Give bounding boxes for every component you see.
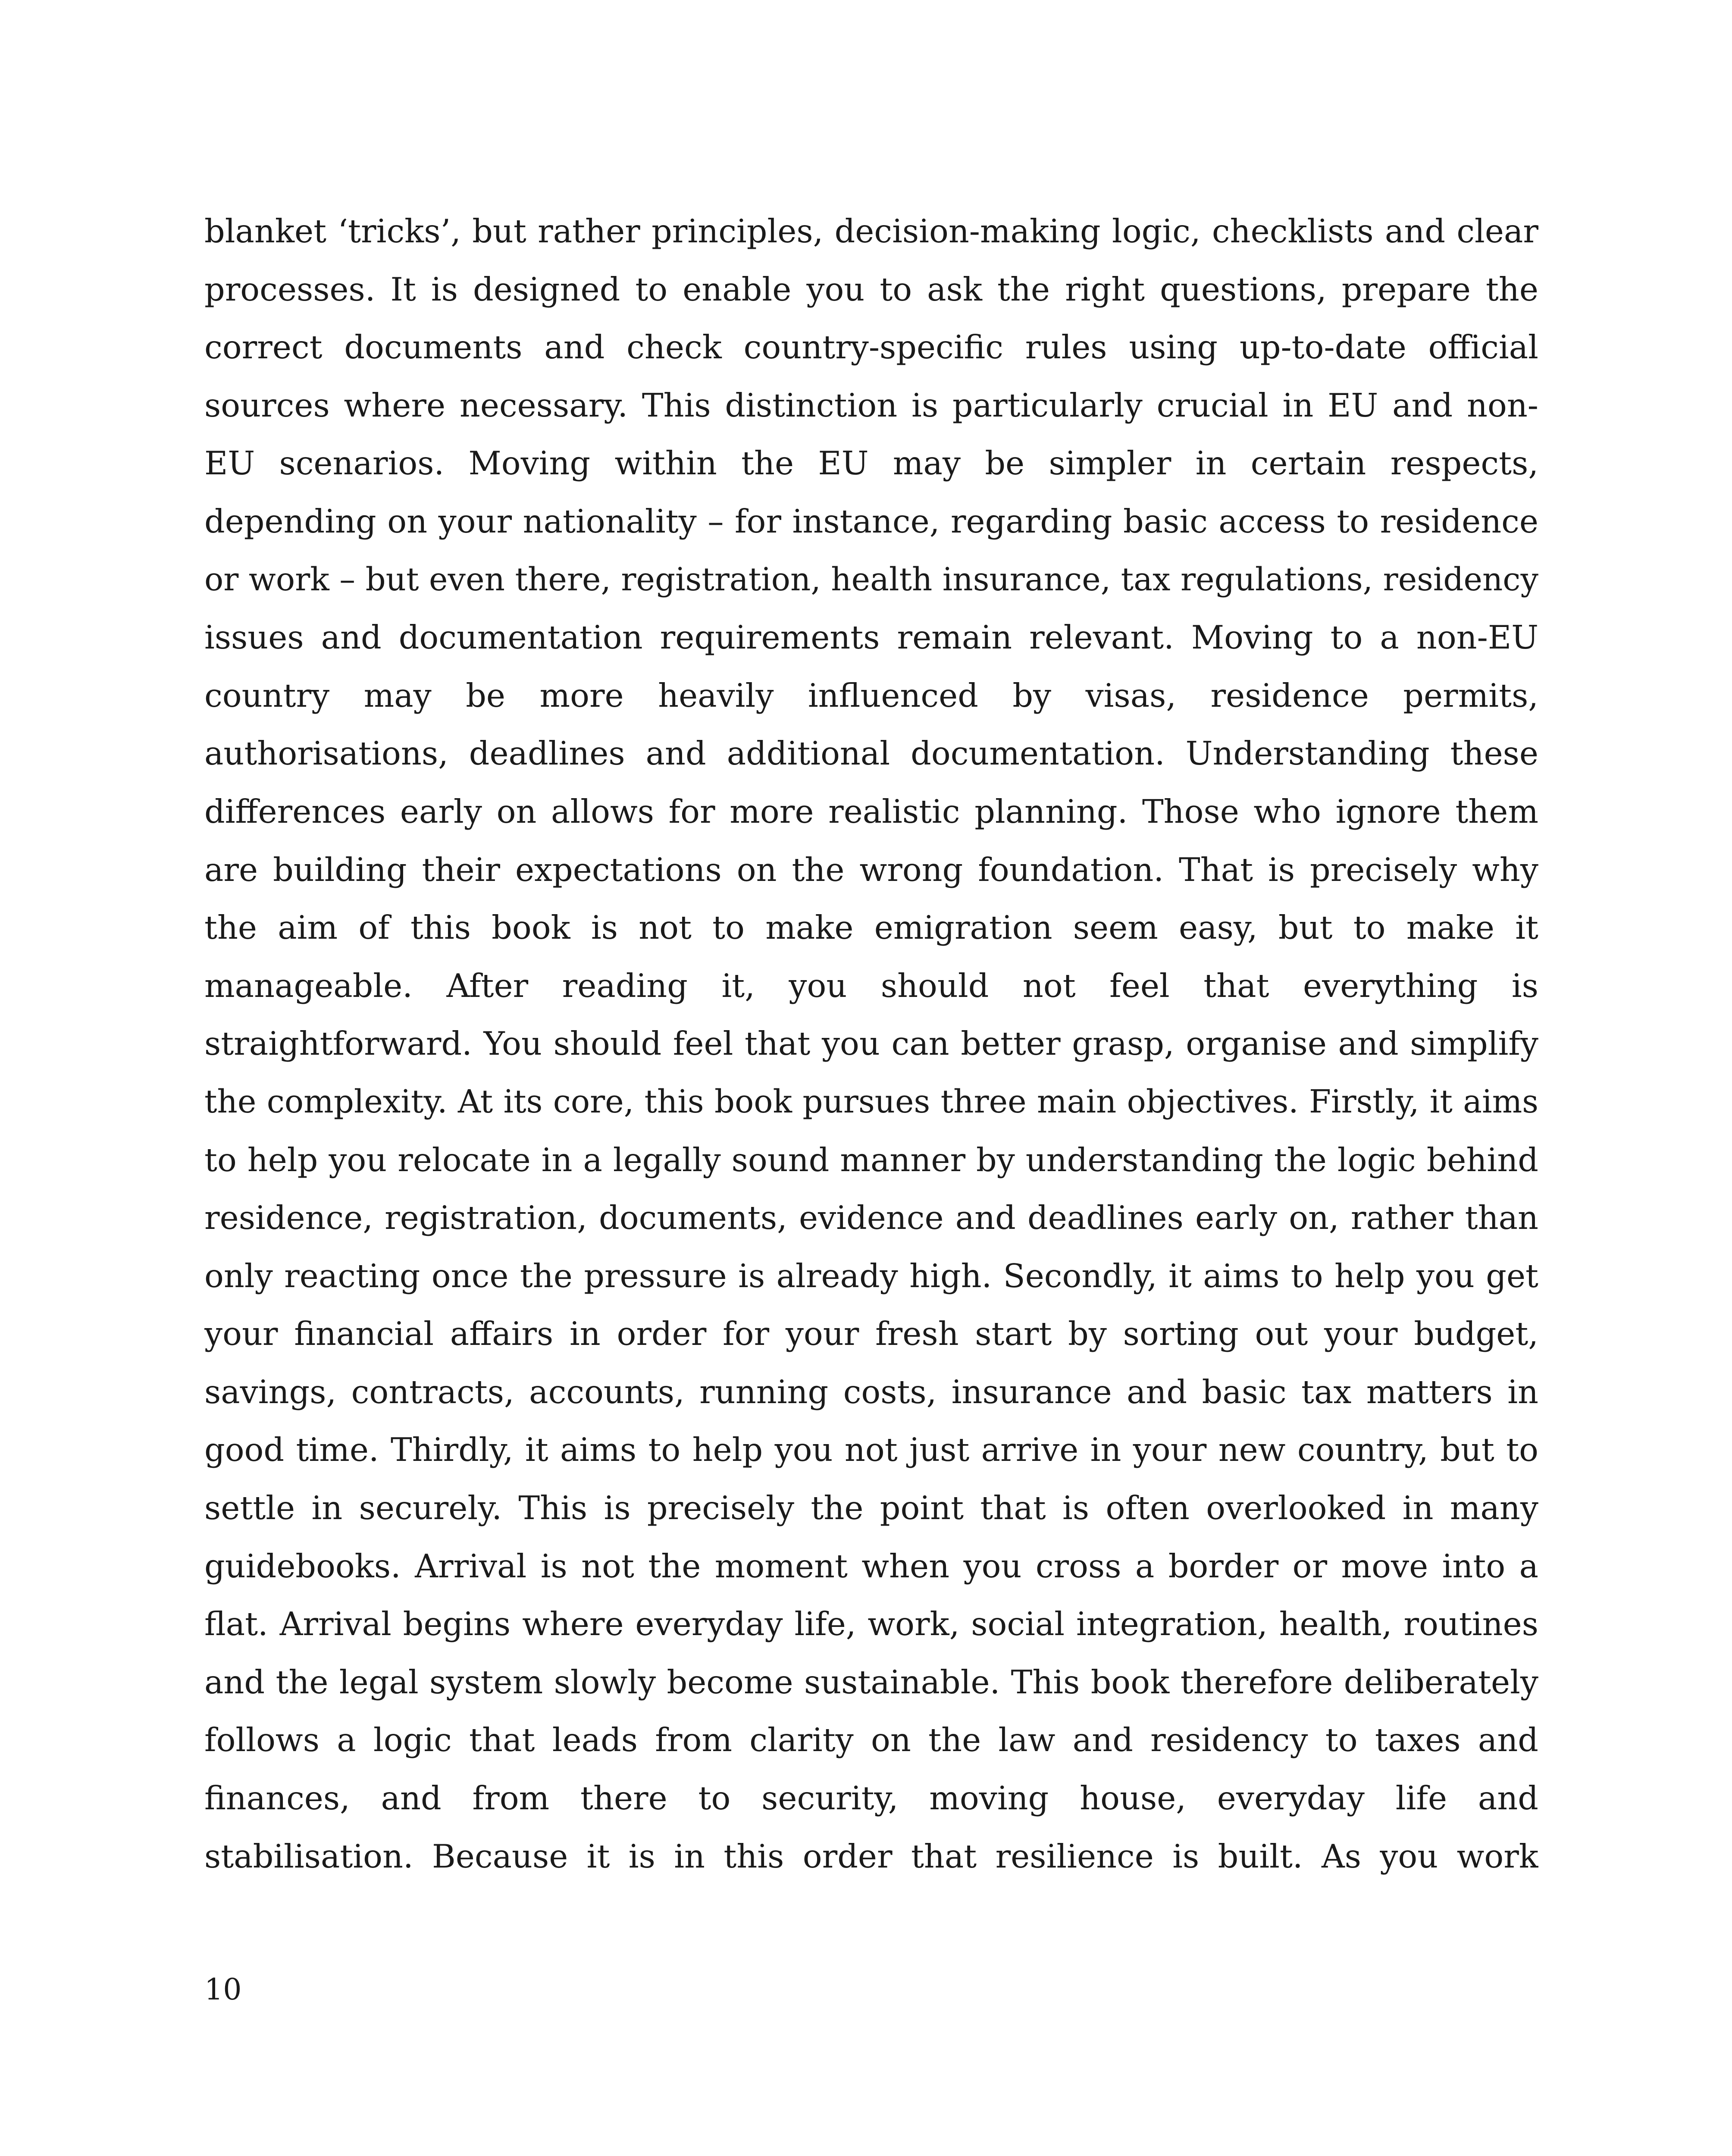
text-line: correct documents and check country-specific rules using up-to-date official [204, 329, 1538, 367]
text-line: flat. Arrival begins where everyday life, work, social integration, health, routines [204, 1605, 1538, 1643]
text-line: differences early on allows for more realistic planning. Those who ignore them [204, 793, 1538, 830]
text-line: or work – but even there, registration, health insurance, tax regulations, residency [204, 561, 1538, 598]
text-line: country may be more heavily influenced by visas, residence permits, [204, 677, 1538, 714]
text-line: follows a logic that leads from clarity on the law and residency to taxes and [204, 1721, 1538, 1759]
text-line: straightforward. You should feel that you can better grasp, organise and simplify [204, 1025, 1538, 1063]
text-line: authorisations, deadlines and additional documentation. Understanding these [204, 735, 1538, 773]
text-line: good time. Thirdly, it aims to help you not just arrive in your new country, but to [204, 1431, 1538, 1469]
text-line: finances, and from there to security, moving house, everyday life and [204, 1780, 1538, 1818]
text-line: sources where necessary. This distinction is particularly crucial in EU and non- [204, 386, 1538, 424]
text-line: settle in securely. This is precisely the point that is often overlooked in many [204, 1489, 1538, 1527]
text-line: manageable. After reading it, you should not feel that everything is [204, 967, 1538, 1005]
text-line: EU scenarios. Moving within the EU may be simpler in certain respects, [204, 445, 1538, 483]
body-paragraph [204, 203, 1538, 1886]
text-line: are building their expectations on the wrong foundation. That is precisely why [204, 851, 1538, 889]
text-line: only reacting once the pressure is already high. Secondly, it aims to help you get [204, 1257, 1538, 1295]
text-line: residence, registration, documents, evidence and deadlines early on, rather than [204, 1199, 1538, 1237]
text-line: depending on your nationality – for instance, regarding basic access to residence [204, 502, 1538, 540]
text-line: to help you relocate in a legally sound manner by understanding the logic behind [204, 1141, 1538, 1179]
text-line: stabilisation. Because it is in this order that resilience is built. As you work [204, 1837, 1538, 1875]
text-line: the aim of this book is not to make emigration seem easy, but to make it [204, 909, 1538, 947]
text-line: savings, contracts, accounts, running costs, insurance and basic tax matters in [204, 1373, 1538, 1411]
text-line: blanket ‘tricks’, but rather principles, decision-making logic, checklists and clear [204, 213, 1538, 250]
text-line: guidebooks. Arrival is not the moment when you cross a border or move into a [204, 1547, 1538, 1585]
text-line: the complexity. At its core, this book pursues three main objectives. Firstly, it aims [204, 1083, 1538, 1120]
text-line: and the legal system slowly become sustainable. This book therefore deliberately [204, 1663, 1538, 1701]
text-line: your financial affairs in order for your fresh start by sorting out your budget, [204, 1315, 1538, 1353]
page-number: 10 [204, 1973, 242, 2007]
text-line: issues and documentation requirements remain relevant. Moving to a non-EU [204, 619, 1538, 657]
text-line: processes. It is designed to enable you to ask the right questions, prepare the [204, 270, 1538, 308]
